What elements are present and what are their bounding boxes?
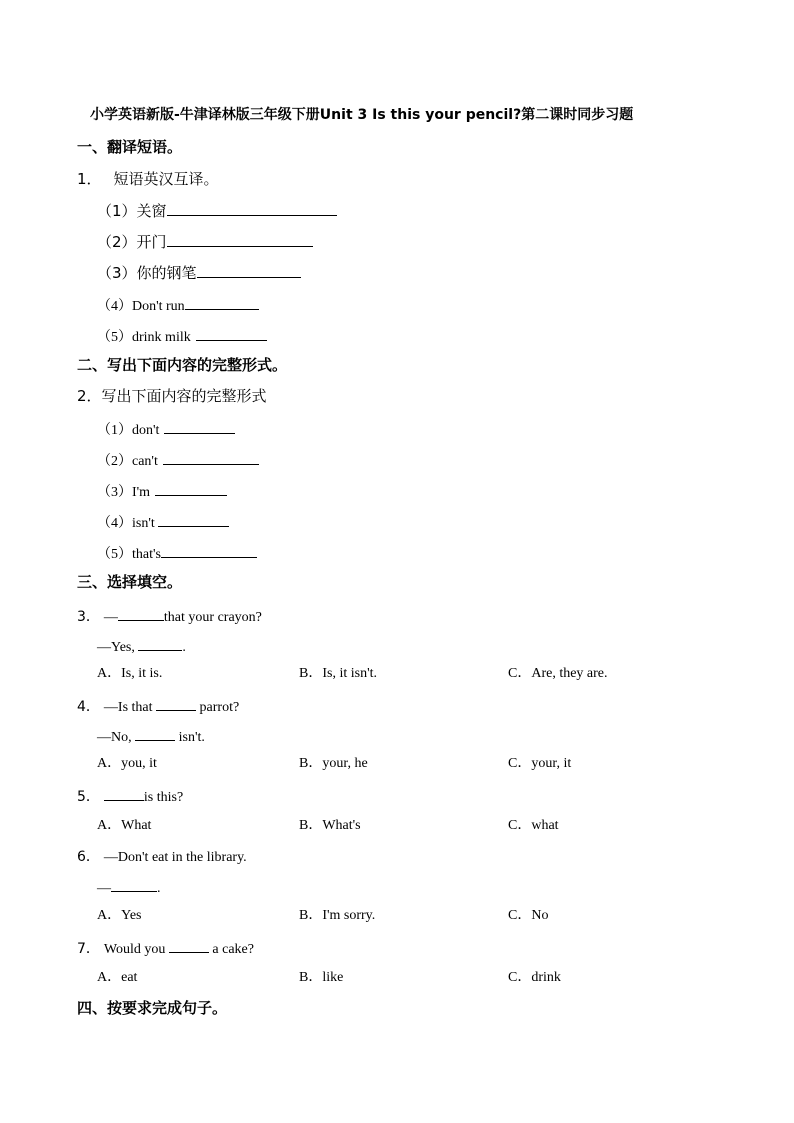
question-text: —No, — [97, 730, 136, 745]
question-text: isn't. — [175, 730, 205, 745]
answer-blank[interactable] — [197, 263, 301, 278]
question-text: —Is that — [103, 700, 157, 715]
item-label: （1）don't — [97, 423, 160, 438]
item-label: （2）can't — [97, 454, 158, 469]
item-label: （5）that's — [97, 547, 161, 562]
answer-blank[interactable] — [167, 201, 337, 216]
q6-option-b[interactable]: B．I'm sorry. — [299, 908, 376, 923]
question-number: 6． — [77, 849, 100, 865]
question-text: Would you — [103, 942, 169, 957]
q2-item-3 — [97, 481, 227, 502]
answer-blank[interactable] — [185, 295, 259, 310]
q1-item-2 — [97, 232, 313, 251]
item-label: （1）关窗 — [97, 202, 167, 220]
section-heading-2: 二、写出下面内容的完整形式。 — [77, 356, 288, 374]
dash: — — [103, 610, 118, 625]
question-3 — [77, 606, 262, 627]
answer-blank[interactable] — [164, 419, 235, 434]
question-number: 4． — [77, 699, 100, 715]
answer-blank[interactable] — [156, 696, 196, 711]
q1-item-4 — [97, 295, 259, 316]
answer-blank[interactable] — [158, 512, 229, 527]
answer-blank[interactable] — [169, 938, 209, 953]
page-title: 小学英语新版-牛津译林版三年级下册Unit 3 Is this your pencil?第二课时同步习题 — [90, 107, 634, 123]
q3-option-b[interactable]: B．Is, it isn't. — [299, 666, 377, 681]
section-heading-1: 一、翻译短语。 — [77, 138, 183, 156]
q4-option-b[interactable]: B．your, he — [299, 756, 368, 771]
q6-option-a[interactable]: A．Yes — [97, 908, 142, 923]
answer-blank[interactable] — [135, 726, 175, 741]
question-text: is this? — [143, 790, 184, 805]
q3-option-a[interactable]: A．Is, it is. — [97, 666, 163, 681]
item-label: （3）你的钢笔 — [97, 264, 197, 282]
q1-item-3 — [97, 263, 301, 282]
answer-blank[interactable] — [111, 877, 157, 892]
answer-blank[interactable] — [196, 326, 267, 341]
q2-item-4 — [97, 512, 229, 533]
question-stem: 写出下面内容的完整形式 — [101, 387, 267, 405]
question-text: —Don't eat in the library. — [103, 850, 247, 865]
item-label: （3）I'm — [97, 485, 151, 500]
answer-blank[interactable] — [167, 232, 313, 247]
q7-option-c[interactable]: C．drink — [508, 970, 561, 985]
item-label: （2）开门 — [97, 233, 167, 251]
q5-option-c[interactable]: C．what — [508, 818, 559, 833]
question-number: 1． — [77, 170, 102, 188]
question-number: 2． — [77, 387, 102, 405]
q1-item-1 — [97, 201, 337, 220]
q4-option-a[interactable]: A．you, it — [97, 756, 157, 771]
q6-line-2 — [97, 877, 161, 898]
answer-blank[interactable] — [138, 636, 182, 651]
question-text: —Yes, — [97, 640, 139, 655]
answer-blank[interactable] — [104, 786, 144, 801]
section-heading-3: 三、选择填空。 — [77, 573, 183, 591]
q3-option-c[interactable]: C．Are, they are. — [508, 666, 608, 681]
q3-line-2 — [97, 636, 186, 657]
question-4 — [77, 696, 239, 717]
question-text: a cake? — [208, 942, 254, 957]
q4-line-2 — [97, 726, 205, 747]
question-text: that your crayon? — [163, 610, 262, 625]
question-6 — [77, 848, 247, 867]
q2-item-5 — [97, 543, 257, 564]
question-1 — [77, 170, 219, 188]
q2-item-2 — [97, 450, 259, 471]
q5-option-b[interactable]: B．What's — [299, 818, 361, 833]
item-label: （4）isn't — [97, 516, 155, 531]
q1-item-5 — [97, 326, 267, 347]
q7-option-b[interactable]: B．like — [299, 970, 344, 985]
question-text: . — [182, 640, 186, 655]
question-text: . — [157, 881, 161, 896]
question-number: 3． — [77, 609, 100, 625]
item-label: （4）Don't run — [97, 299, 185, 314]
q4-option-c[interactable]: C．your, it — [508, 756, 572, 771]
answer-blank[interactable] — [118, 606, 164, 621]
question-5 — [77, 786, 183, 807]
item-label: （5）drink milk — [97, 330, 191, 345]
question-stem: 短语英汉互译。 — [113, 170, 219, 188]
answer-blank[interactable] — [161, 543, 257, 558]
q7-option-a[interactable]: A．eat — [97, 970, 138, 985]
question-2 — [77, 387, 267, 405]
answer-blank[interactable] — [155, 481, 227, 496]
question-number: 7． — [77, 941, 100, 957]
section-heading-4: 四、按要求完成句子。 — [77, 999, 228, 1017]
q2-item-1 — [97, 419, 235, 440]
answer-blank[interactable] — [163, 450, 259, 465]
question-text: parrot? — [196, 700, 240, 715]
q5-option-a[interactable]: A．What — [97, 818, 152, 833]
question-number: 5． — [77, 789, 100, 805]
dash: — — [97, 881, 111, 896]
question-7 — [77, 938, 254, 959]
q6-option-c[interactable]: C．No — [508, 908, 549, 923]
